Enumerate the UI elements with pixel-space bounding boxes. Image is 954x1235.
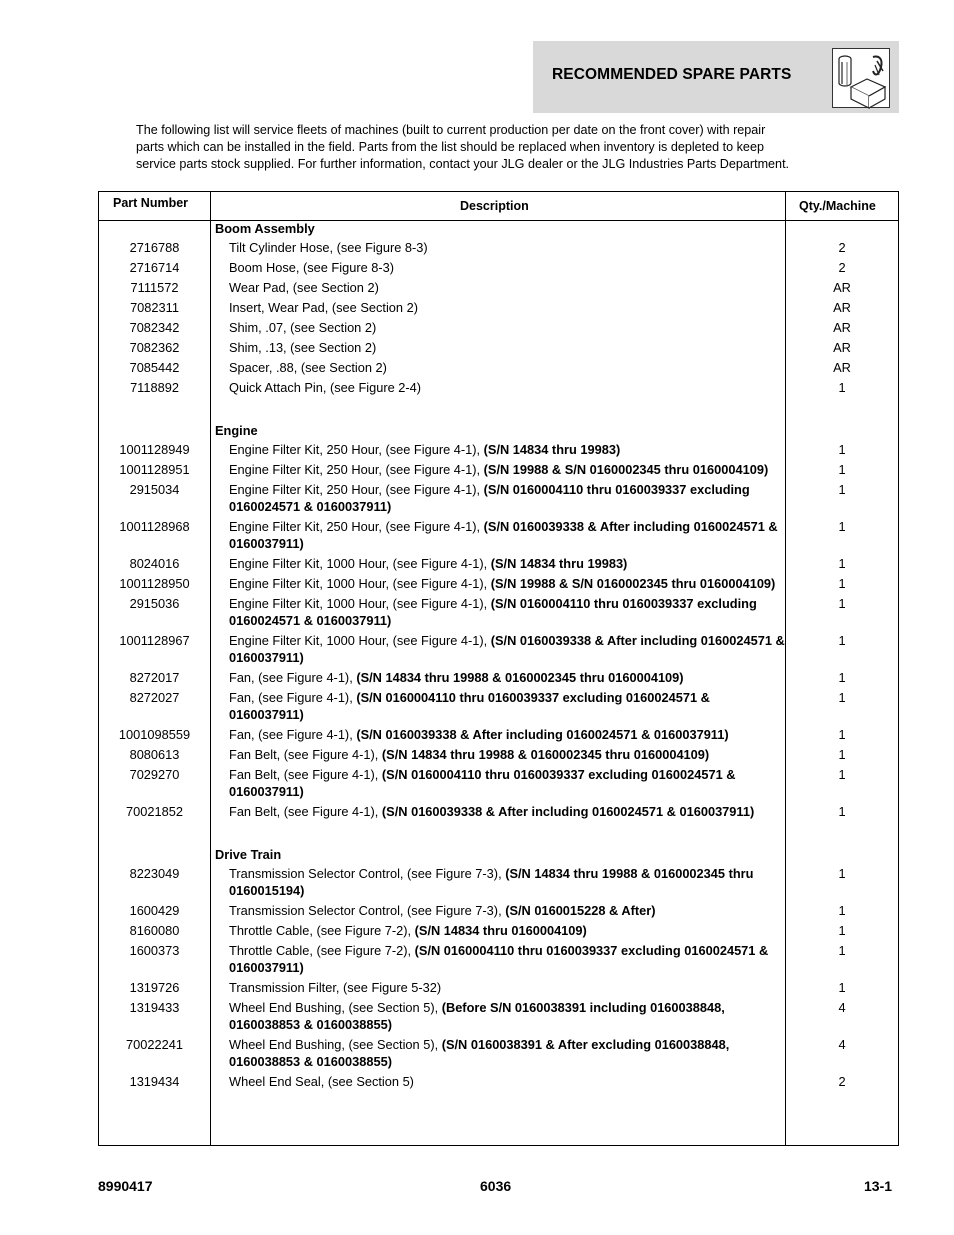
qty-cell: 1 <box>838 943 846 958</box>
serial-number-range: (S/N 14834 thru 0160004109) <box>414 923 587 938</box>
table-row <box>99 555 898 575</box>
part-number-cell: 2915036 <box>129 596 180 611</box>
description-cell <box>229 299 785 316</box>
section-title: Boom Assembly <box>215 221 315 236</box>
description-text: Engine Filter Kit, 1000 Hour, (see Figure 4-1), <box>229 596 491 611</box>
serial-number-range: (S/N 14834 thru 19988 & 0160002345 thru 0160015194) <box>229 866 754 898</box>
description-cell <box>229 359 785 376</box>
table-row <box>99 239 898 259</box>
part-number-cell: 8272017 <box>129 670 180 685</box>
description-text: Wear Pad, (see Section 2) <box>229 280 379 295</box>
qty-cell: 1 <box>838 866 846 881</box>
table-row <box>99 726 898 746</box>
description-cell <box>229 979 785 996</box>
table-row <box>99 461 898 481</box>
table-row <box>99 359 898 379</box>
column-header-part-number: Part Number <box>113 196 189 210</box>
column-header-description: Description <box>460 199 529 213</box>
description-cell <box>229 239 785 256</box>
section-title: Drive Train <box>215 847 282 862</box>
description-text: Engine Filter Kit, 1000 Hour, (see Figure 4-1), <box>229 576 491 591</box>
description-cell <box>229 999 785 1033</box>
table-row <box>99 299 898 319</box>
qty-cell: 4 <box>838 1037 846 1052</box>
qty-cell: 1 <box>838 576 846 591</box>
description-cell <box>229 726 785 743</box>
qty-cell: 1 <box>838 727 846 742</box>
part-number-cell: 8160080 <box>129 923 180 938</box>
table-row <box>99 441 898 461</box>
description-text: Engine Filter Kit, 250 Hour, (see Figure 4-1), <box>229 482 484 497</box>
serial-number-range: (S/N 14834 thru 19988 & 0160002345 thru 0160004109) <box>381 747 710 762</box>
description-cell <box>229 575 785 592</box>
part-number-cell: 1319434 <box>129 1074 180 1089</box>
part-number-cell: 8024016 <box>129 556 180 571</box>
qty-cell: 2 <box>838 260 846 275</box>
serial-number-range: (S/N 0160015228 & After) <box>505 903 656 918</box>
serial-number-range: (S/N 19988 & S/N 0160002345 thru 0160004109) <box>483 462 769 477</box>
qty-cell: 1 <box>838 556 846 571</box>
description-cell <box>229 766 785 800</box>
column-header-qty: Qty./Machine <box>799 199 876 213</box>
part-number-cell: 1001128968 <box>119 519 190 534</box>
qty-cell: 1 <box>838 980 846 995</box>
table-row <box>99 1036 898 1073</box>
table-row <box>99 632 898 669</box>
serial-number-range: (S/N 0160004110 thru 0160039337 excluding 0160024571 & 0160037911) <box>229 482 750 514</box>
page-title: RECOMMENDED SPARE PARTS <box>552 66 792 83</box>
description-text: Fan Belt, (see Figure 4-1), <box>229 767 382 782</box>
part-number-cell: 1001098559 <box>118 727 191 742</box>
description-text: Transmission Filter, (see Figure 5-32) <box>229 980 442 995</box>
description-text: Spacer, .88, (see Section 2) <box>229 360 387 375</box>
qty-cell: 1 <box>838 747 846 762</box>
part-number-cell: 1001128950 <box>119 576 190 591</box>
section-title: Engine <box>215 423 258 438</box>
table-row <box>99 669 898 689</box>
qty-cell: 1 <box>838 767 846 782</box>
description-cell <box>229 689 785 723</box>
part-number-cell: 8272027 <box>129 690 180 705</box>
qty-cell: 1 <box>838 670 846 685</box>
part-number-cell: 1001128967 <box>119 633 190 648</box>
footer-document-number: 8990417 <box>98 1178 153 1194</box>
qty-cell: 1 <box>838 442 846 457</box>
description-cell <box>229 942 785 976</box>
serial-number-range: (S/N 0160038391 & After excluding 0160038848, 0160038853 & 0160038855) <box>229 1037 730 1069</box>
description-text: Throttle Cable, (see Figure 7-2), <box>229 943 415 958</box>
description-text: Fan Belt, (see Figure 4-1), <box>229 747 382 762</box>
table-row <box>99 319 898 339</box>
description-text: Wheel End Bushing, (see Section 5), <box>229 1037 442 1052</box>
qty-cell: AR <box>833 320 851 335</box>
serial-number-range: (S/N 14834 thru 19983) <box>483 442 621 457</box>
serial-number-range: (S/N 0160004110 thru 0160039337 excluding 0160024571 & 0160037911) <box>229 767 736 799</box>
description-text: Quick Attach Pin, (see Figure 2-4) <box>229 380 422 395</box>
description-text: Engine Filter Kit, 250 Hour, (see Figure 4-1), <box>229 462 484 477</box>
table-body <box>99 220 898 1093</box>
description-text: Fan Belt, (see Figure 4-1), <box>229 804 382 819</box>
serial-number-range: (S/N 0160004110 thru 0160039337 excluding 0160024571 & 0160037911) <box>229 690 710 722</box>
description-cell <box>229 279 785 296</box>
description-cell <box>229 595 785 629</box>
qty-cell: 2 <box>838 240 846 255</box>
part-number-cell: 1600429 <box>129 903 180 918</box>
description-cell <box>229 865 785 899</box>
table-row <box>99 803 898 823</box>
table-row <box>99 575 898 595</box>
description-text: Shim, .13, (see Section 2) <box>229 340 377 355</box>
part-number-cell: 7111572 <box>130 280 179 295</box>
qty-cell: 1 <box>838 596 846 611</box>
description-text: Wheel End Seal, (see Section 5) <box>229 1074 414 1089</box>
part-number-cell: 8223049 <box>129 866 180 881</box>
part-number-cell: 7082362 <box>129 340 180 355</box>
footer-model-number: 6036 <box>480 1178 512 1194</box>
part-number-cell: 7082342 <box>129 320 180 335</box>
part-number-cell: 2716788 <box>129 240 180 255</box>
qty-cell: 1 <box>838 633 846 648</box>
serial-number-range: (S/N 0160004110 thru 0160039337 excluding 0160024571 & 0160037911) <box>229 596 757 628</box>
table-row <box>99 481 898 518</box>
serial-number-range: (S/N 14834 thru 19988 & 0160002345 thru 0160004109) <box>356 670 684 685</box>
description-text: Fan, (see Figure 4-1), <box>229 670 357 685</box>
part-number-cell: 1001128951 <box>119 462 190 477</box>
qty-cell: 1 <box>838 462 846 477</box>
description-cell <box>229 379 785 396</box>
description-cell <box>229 555 785 572</box>
qty-cell: 1 <box>838 482 846 497</box>
description-text: Insert, Wear Pad, (see Section 2) <box>229 300 418 315</box>
table-row <box>99 279 898 299</box>
description-cell <box>229 669 785 686</box>
qty-cell: 1 <box>838 923 846 938</box>
part-number-cell: 1600373 <box>129 943 180 958</box>
qty-cell: AR <box>833 360 851 375</box>
serial-number-range: (S/N 0160004110 thru 0160039337 excluding 0160024571 & 0160037911) <box>229 943 769 975</box>
description-cell <box>229 746 785 763</box>
description-cell <box>229 902 785 919</box>
qty-cell: AR <box>833 340 851 355</box>
qty-cell: 1 <box>838 804 846 819</box>
table-row <box>99 746 898 766</box>
table-row <box>99 865 898 902</box>
description-text: Transmission Selector Control, (see Figure 7-3), <box>229 903 506 918</box>
table-row <box>99 379 898 399</box>
description-text: Boom Hose, (see Figure 8-3) <box>229 260 395 275</box>
part-number-cell: 7082311 <box>130 300 179 315</box>
table-row <box>99 518 898 555</box>
part-number-cell: 7118892 <box>130 380 179 395</box>
table-row <box>99 689 898 726</box>
serial-number-range: (S/N 19988 & S/N 0160002345 thru 0160004109) <box>490 576 776 591</box>
description-cell <box>229 259 785 276</box>
spare-parts-table <box>98 191 899 1146</box>
description-text: Engine Filter Kit, 1000 Hour, (see Figure 4-1), <box>229 556 491 571</box>
serial-number-range: (S/N 0160039338 & After including 0160024571 & 0160037911) <box>229 633 785 665</box>
description-cell <box>229 1073 785 1090</box>
table-row <box>99 999 898 1036</box>
part-number-cell: 1319433 <box>129 1000 180 1015</box>
serial-number-range: (S/N 0160039338 & After including 0160024571 & 0160037911) <box>356 727 729 742</box>
description-text: Fan, (see Figure 4-1), <box>229 690 357 705</box>
qty-cell: 1 <box>838 519 846 534</box>
part-number-cell: 8080613 <box>129 747 180 762</box>
description-text: Engine Filter Kit, 250 Hour, (see Figure 4-1), <box>229 519 484 534</box>
qty-cell: 4 <box>838 1000 846 1015</box>
qty-cell: 2 <box>838 1074 846 1089</box>
part-number-cell: 70022241 <box>126 1037 183 1052</box>
description-cell <box>229 481 785 515</box>
description-cell <box>229 518 785 552</box>
description-text: Throttle Cable, (see Figure 7-2), <box>229 923 415 938</box>
qty-cell: 1 <box>838 903 846 918</box>
part-number-cell: 70021852 <box>126 804 183 819</box>
qty-cell: AR <box>833 280 851 295</box>
part-number-cell: 1001128949 <box>119 442 190 457</box>
part-number-cell: 1319726 <box>129 980 180 995</box>
description-text: Engine Filter Kit, 250 Hour, (see Figure 4-1), <box>229 442 484 457</box>
table-row <box>99 259 898 279</box>
footer-page-number: 13-1 <box>864 1178 893 1194</box>
description-text: Transmission Selector Control, (see Figure 7-3), <box>229 866 506 881</box>
table-row <box>99 1073 898 1093</box>
part-number-cell: 7085442 <box>129 360 180 375</box>
table-row <box>99 339 898 359</box>
part-number-cell: 7029270 <box>129 767 180 782</box>
table-row <box>99 902 898 922</box>
intro-line: The following list will service fleets of machines (built to current production per date on the front cover) with repair <box>136 123 766 137</box>
spare-parts-icon <box>832 48 890 108</box>
description-cell <box>229 803 785 820</box>
description-text: Wheel End Bushing, (see Section 5), <box>229 1000 442 1015</box>
description-cell <box>229 339 785 356</box>
part-number-cell: 2716714 <box>129 260 180 275</box>
table-row <box>99 595 898 632</box>
description-cell <box>229 632 785 666</box>
part-number-cell: 2915034 <box>129 482 180 497</box>
qty-cell: 1 <box>838 690 846 705</box>
description-cell <box>229 319 785 336</box>
description-cell <box>229 441 785 458</box>
section-header <box>533 41 899 113</box>
table-row <box>99 979 898 999</box>
description-text: Tilt Cylinder Hose, (see Figure 8-3) <box>229 240 428 255</box>
serial-number-range: (S/N 0160039338 & After including 0160024571 & 0160037911) <box>381 804 755 819</box>
table-row <box>99 942 898 979</box>
description-text: Shim, .07, (see Section 2) <box>229 320 377 335</box>
description-cell <box>229 461 785 478</box>
serial-number-range: (S/N 0160039338 & After including 0160024571 & 0160037911) <box>229 519 778 551</box>
description-text: Engine Filter Kit, 1000 Hour, (see Figure 4-1), <box>229 633 491 648</box>
description-cell <box>229 1036 785 1070</box>
description-cell <box>229 922 785 939</box>
description-text: Fan, (see Figure 4-1), <box>229 727 357 742</box>
intro-line: parts which can be installed in the field. Parts from the list should be replaced when inventory is depleted to keep <box>136 140 764 154</box>
table-row <box>99 766 898 803</box>
serial-number-range: (Before S/N 0160038391 including 0160038848, 0160038853 & 0160038855) <box>229 1000 725 1032</box>
table-row <box>99 922 898 942</box>
intro-paragraph <box>136 122 876 173</box>
qty-cell: 1 <box>838 380 846 395</box>
serial-number-range: (S/N 14834 thru 19983) <box>490 556 628 571</box>
intro-line: service parts stock supplied. For further information, contact your JLG dealer or the JLG Industries Parts Department. <box>136 157 790 171</box>
qty-cell: AR <box>833 300 851 315</box>
